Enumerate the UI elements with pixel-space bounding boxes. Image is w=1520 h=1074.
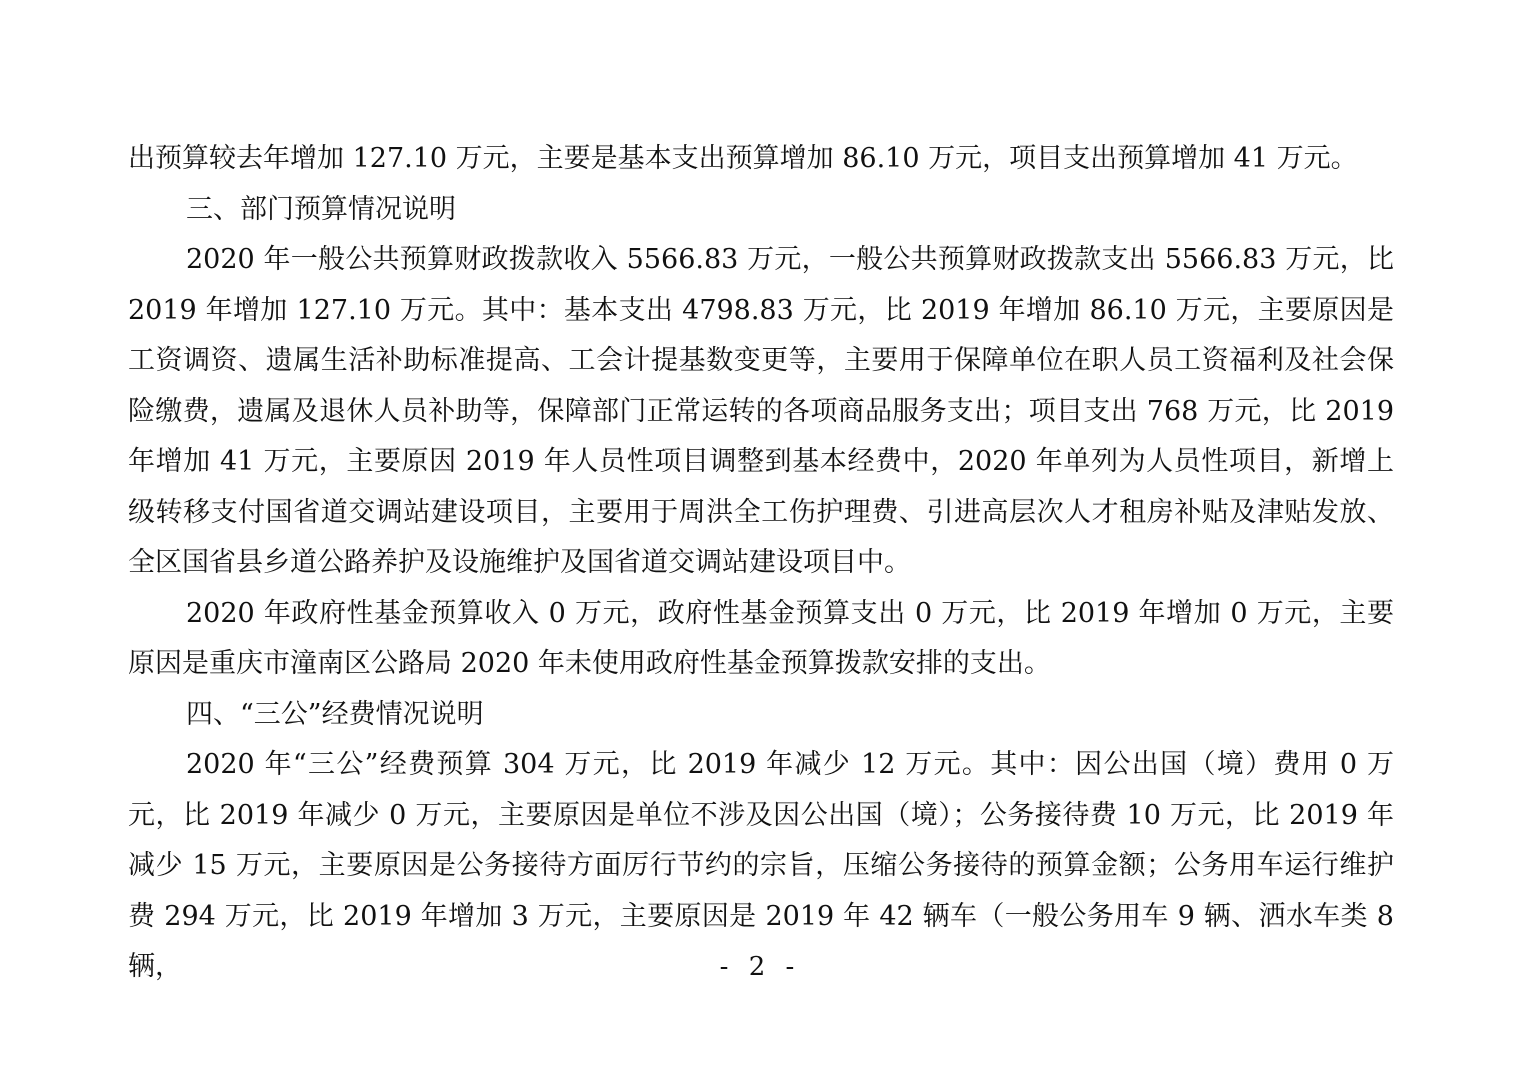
paragraph-continuation: 出预算较去年增加 127.10 万元，主要是基本支出预算增加 86.10 万元，项目支出预算增加 41 万元。 bbox=[128, 143, 1358, 174]
paragraph-government-fund: 2020 年政府性基金预算收入 0 万元，政府性基金预算支出 0 万元，比 2019 年增加 0 万元，主要原因是重庆市潼南区公路局 2020 年未使用政府性基金预算拨款安排的支出。 bbox=[128, 597, 1394, 679]
section-heading-budget: 三、部门预算情况说明 bbox=[186, 193, 456, 225]
section-heading-three-public: 四、“三公”经费情况说明 bbox=[186, 698, 484, 730]
page-number: - 2 - bbox=[719, 952, 801, 982]
paragraph-general-budget: 2020 年一般公共预算财政拨款收入 5566.83 万元，一般公共预算财政拨款支出 5566.83 万元，比 2019 年增加 127.10 万元。其中：基本支出 4798.83 万元，比 2019 年增加 86.10 万元，主要原因是工资调资、遗属生活补助标准提高、工会计提基数变更等，主要用于保障单位在职人员工资福利及社会保险缴费，遗属及退休人员补助等，保障部门正常运转的各项商品服务支出；项目支出 768 万元，比 2019 年增加 41 万元，主要原因 2019 年人员性项目调整到基本经费中，2020 年单列为人员性项目，新增上级转移支付国省道交调站建设项目，主要用于周洪全工伤护理费、引进高层次人才租房补贴及津贴发放、全区国省县乡道公路养护及设施维护及国省道交调站建设项目中。 bbox=[128, 244, 1394, 578]
document-body bbox=[128, 134, 1394, 993]
paragraph-three-public-expenses: 2020 年“三公”经费预算 304 万元，比 2019 年减少 12 万元。其中：因公出国（境）费用 0 万元，比 2019 年减少 0 万元，主要原因是单位不涉及因公出国（境）；公务接待费 10 万元，比 2019 年减少 15 万元，主要原因是公务接待方面厉行节约的宗旨，压缩公务接待的预算金额；公务用车运行维护费 294 万元，比 2019 年增加 3 万元，主要原因是 2019 年 42 辆车（一般公务用车 9 辆、洒水车类 8 辆， bbox=[128, 749, 1394, 982]
